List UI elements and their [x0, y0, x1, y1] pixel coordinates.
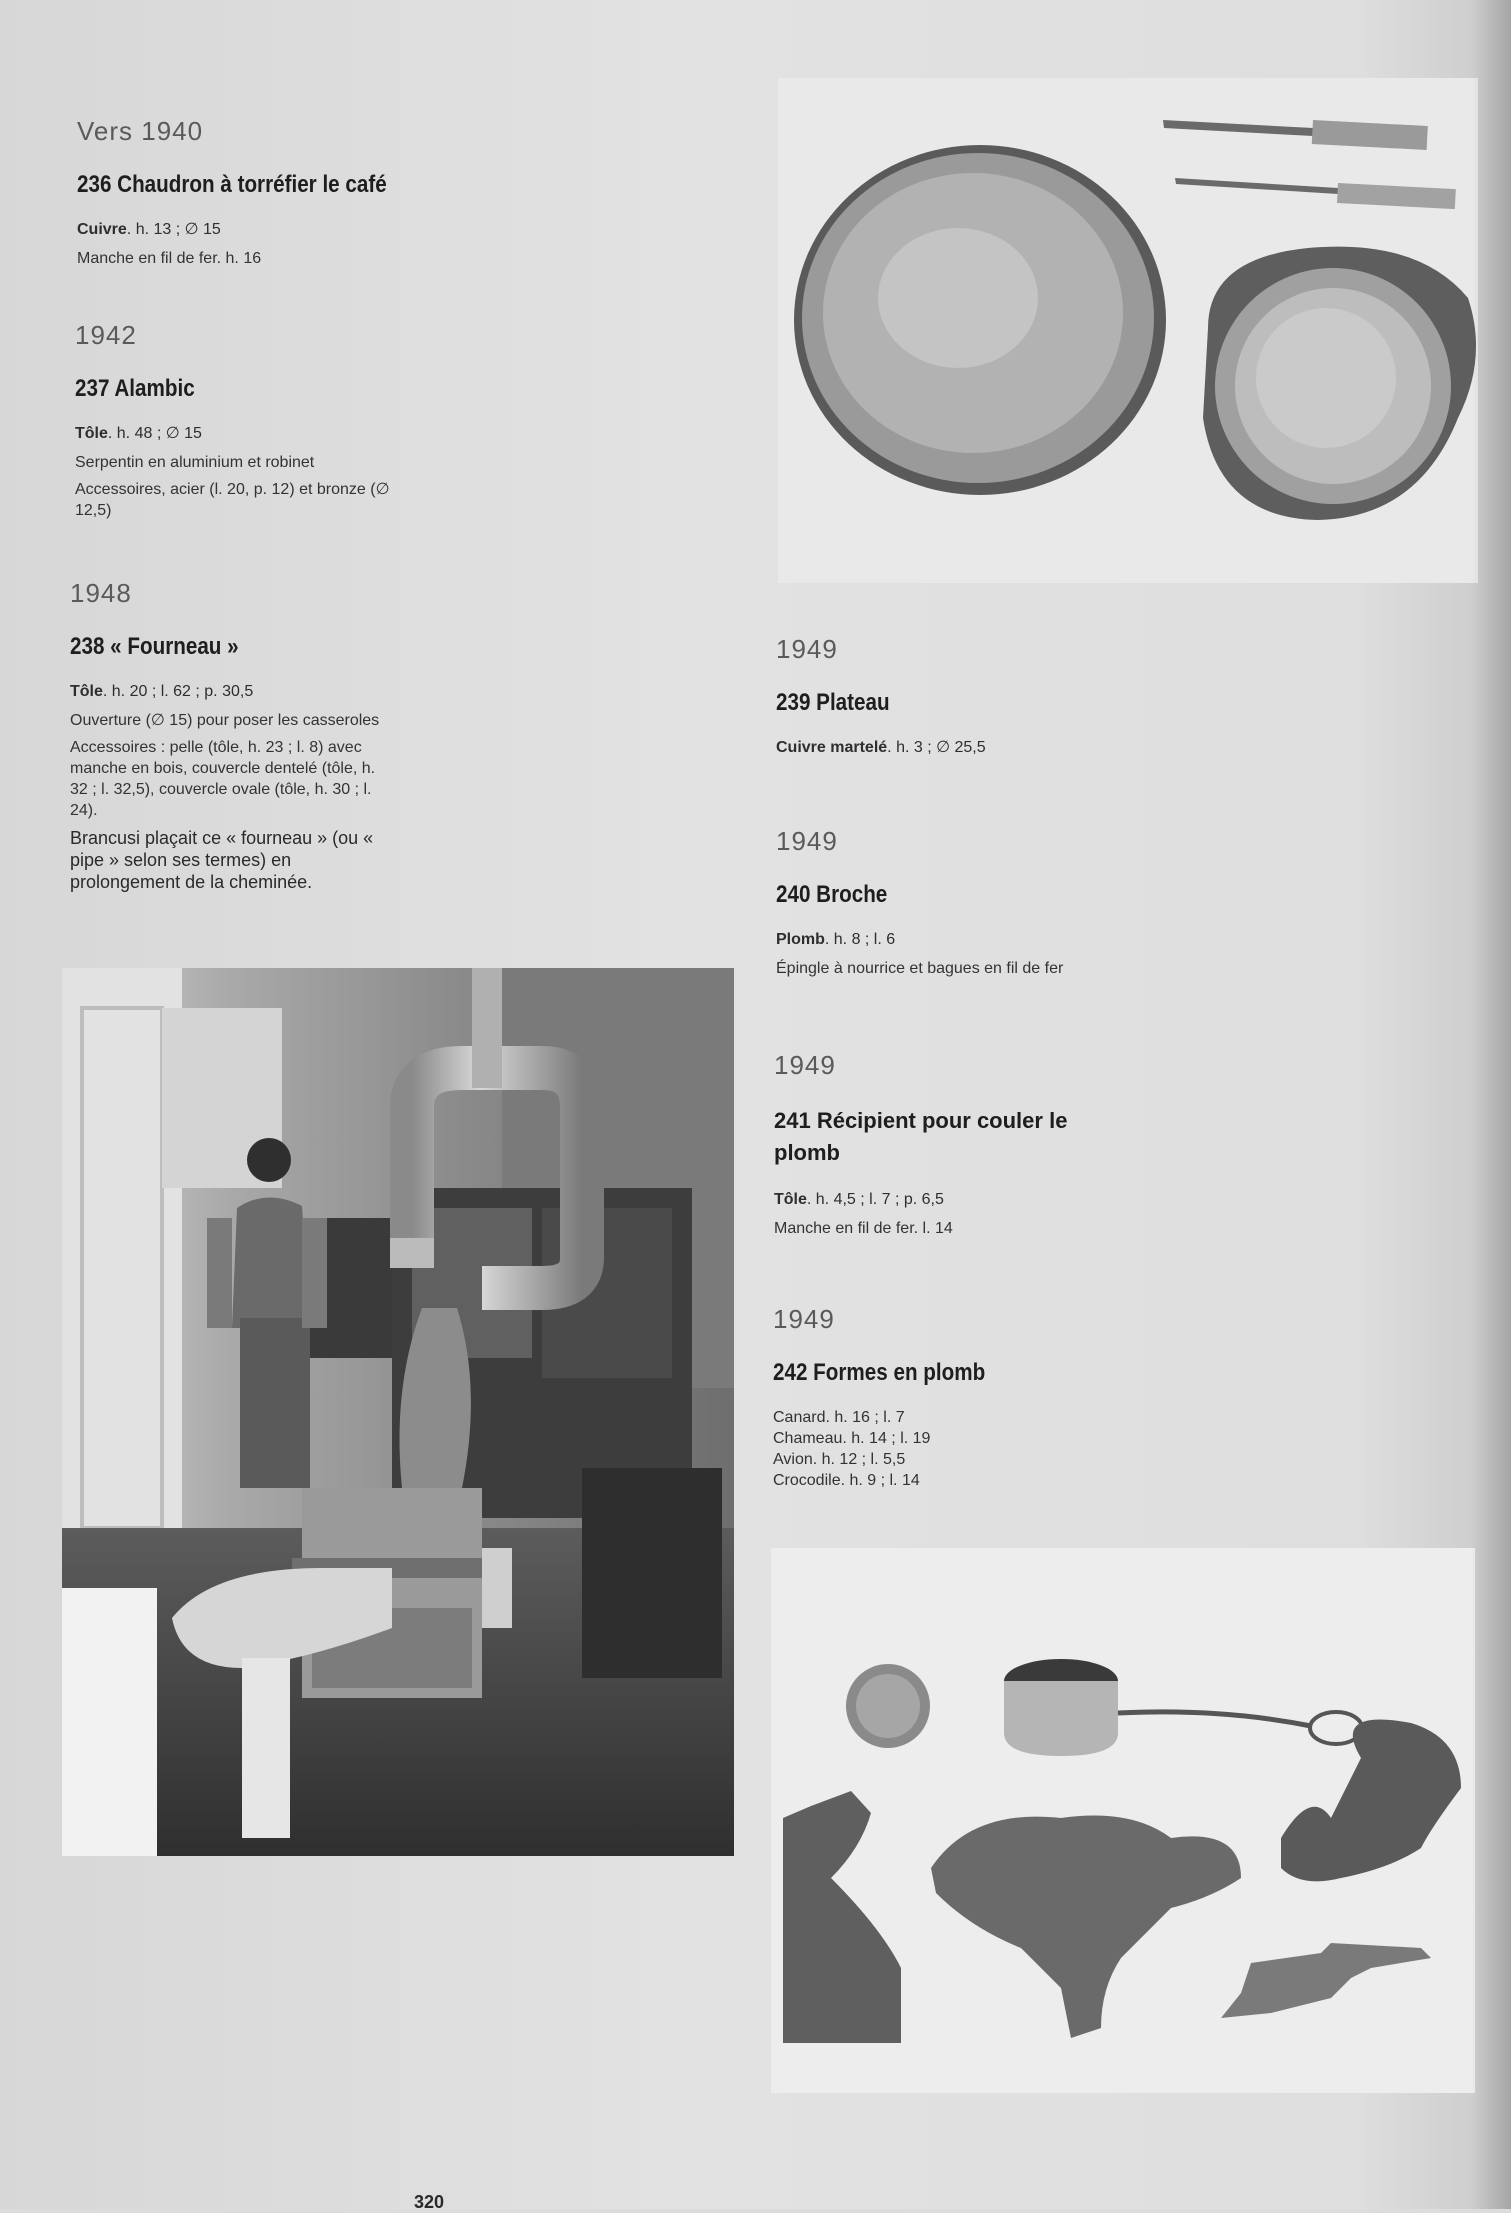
shape-line: Chameau. h. 14 ; l. 19 — [773, 1430, 931, 1447]
entry-238 — [70, 578, 380, 893]
entry-spec — [75, 423, 395, 444]
entry-237 — [75, 320, 395, 527]
spec-material: Cuivre martelé — [776, 739, 888, 756]
entry-note: Brancusi plaçait ce « fourneau » (ou « pipe » selon ses termes) en prolongement de la cheminée. — [70, 828, 374, 892]
entry-236 — [77, 116, 417, 275]
spec-material: Tôle — [70, 683, 103, 700]
entry-note: Accessoires : pelle (tôle, h. 23 ; l. 8) avec manche en bois, couvercle dentelé (tôle, h. 32 ; l. 32,5), couvercle ovale (tôle, h. 30 ; l. 24). — [70, 739, 376, 819]
entry-spec — [774, 1189, 1114, 1210]
entry-title: 237 Alambic — [75, 375, 195, 402]
entry-title: 236 Chaudron à torréfier le café — [77, 171, 387, 198]
entry-spec — [77, 219, 417, 240]
entry-title: 238 « Fourneau » — [70, 633, 239, 660]
entry-title: 240 Broche — [776, 881, 888, 908]
spec-material: Tôle — [774, 1191, 807, 1208]
photo-plateau-image — [778, 78, 1478, 583]
spec-material: Cuivre — [77, 221, 127, 238]
shape-line: Canard. h. 16 ; l. 7 — [773, 1409, 905, 1426]
page-edge-shadow — [1471, 0, 1511, 2209]
entry-241 — [774, 1050, 1114, 1245]
entry-title: 242 Formes en plomb — [773, 1359, 986, 1386]
entry-year: 1949 — [774, 1050, 836, 1080]
photo-formes-plomb — [771, 1548, 1475, 2093]
entry-year: 1949 — [773, 1304, 835, 1334]
spec-dims: . h. 13 ; ∅ 15 — [126, 221, 221, 238]
spec-dims: . h. 20 ; l. 62 ; p. 30,5 — [102, 683, 254, 700]
entry-note: Serpentin en aluminium et robinet — [75, 454, 315, 471]
spec-dims: . h. 3 ; ∅ 25,5 — [887, 739, 986, 756]
entry-year: 1949 — [776, 634, 838, 664]
entry-year: 1942 — [75, 320, 137, 350]
entry-title: 239 Plateau — [776, 689, 890, 716]
entry-240 — [776, 826, 1256, 985]
shape-line: Crocodile. h. 9 ; l. 14 — [773, 1472, 920, 1489]
photo-fourneau — [62, 968, 734, 1856]
photo-fourneau-image — [62, 968, 734, 1856]
spec-dims: . h. 48 ; ∅ 15 — [107, 425, 202, 442]
entry-note: Épingle à nourrice et bagues en fil de fer — [776, 960, 1064, 977]
photo-formes-plomb-image — [771, 1548, 1475, 2093]
entry-note: Manche en fil de fer. h. 16 — [77, 250, 262, 267]
entry-year: 1948 — [70, 578, 132, 608]
entry-spec — [776, 737, 1256, 758]
entry-title: 241 Récipient pour couler le plomb — [774, 1108, 1068, 1165]
entry-spec — [776, 929, 1256, 950]
entry-year: 1949 — [776, 826, 838, 856]
shape-line: Avion. h. 12 ; l. 5,5 — [773, 1451, 906, 1468]
entry-note: Ouverture (∅ 15) pour poser les casseroles — [70, 712, 380, 729]
entry-note: Accessoires, acier (l. 20, p. 12) et bronze (∅ 12,5) — [75, 481, 390, 519]
entry-note: Manche en fil de fer. l. 14 — [774, 1220, 953, 1237]
spec-dims: . h. 8 ; l. 6 — [824, 931, 896, 948]
entry-242 — [773, 1304, 1253, 1491]
spec-material: Plomb — [776, 931, 825, 948]
entry-spec — [70, 681, 380, 702]
page-number: 320 — [414, 2192, 445, 2212]
photo-plateau — [778, 78, 1478, 583]
spec-material: Tôle — [75, 425, 108, 442]
entry-239 — [776, 634, 1256, 766]
entry-year: Vers 1940 — [77, 116, 204, 146]
spec-dims: . h. 4,5 ; l. 7 ; p. 6,5 — [806, 1191, 944, 1208]
